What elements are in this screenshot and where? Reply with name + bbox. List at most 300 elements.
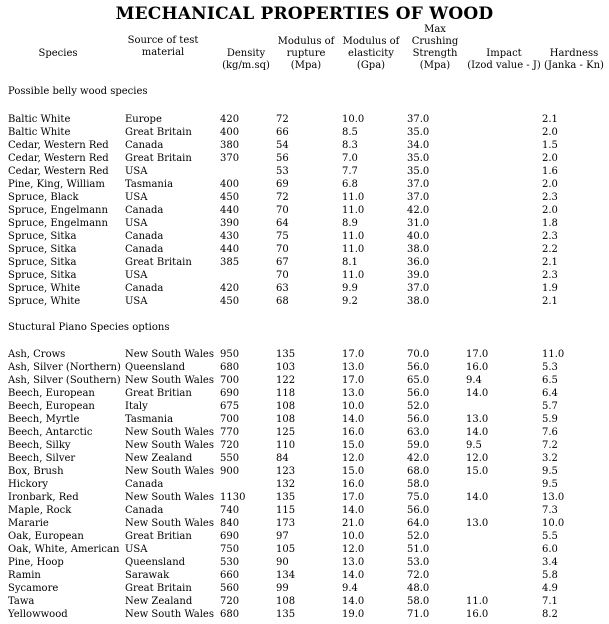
- table-cell: 56: [276, 153, 289, 164]
- table-row: [0, 478, 609, 491]
- table-cell: Ash, Silver (Northern): [8, 362, 121, 373]
- table-cell: 680: [220, 362, 240, 373]
- table-cell: 51.0: [407, 544, 430, 555]
- table-cell: 72: [276, 114, 289, 125]
- table-cell: 56.0: [407, 388, 430, 399]
- table-cell: Great Britain: [125, 583, 192, 594]
- table-cell: 2.1: [542, 114, 558, 125]
- table-cell: 63: [276, 283, 289, 294]
- table-cell: 40.0: [407, 231, 430, 242]
- table-cell: USA: [125, 270, 148, 281]
- table-cell: Yellowwood: [8, 609, 68, 620]
- table-cell: 5.9: [542, 414, 558, 425]
- table-cell: 14.0: [466, 388, 489, 399]
- table-cell: 84: [276, 453, 289, 464]
- table-row: [0, 387, 609, 400]
- table-row: [0, 543, 609, 556]
- table-cell: 31.0: [407, 218, 430, 229]
- table-cell: 37.0: [407, 283, 430, 294]
- table-cell: 400: [220, 179, 240, 190]
- table-row: [0, 361, 609, 374]
- table-cell: 19.0: [342, 609, 365, 620]
- table-cell: 9.4: [342, 583, 358, 594]
- table-cell: 3.4: [542, 557, 558, 568]
- table-row: [0, 348, 609, 361]
- table-row: [0, 465, 609, 478]
- table-cell: 135: [276, 349, 296, 360]
- table-row: [0, 517, 609, 530]
- table-cell: New Zealand: [125, 596, 193, 607]
- table-row: [0, 178, 609, 191]
- table-cell: 7.0: [342, 153, 358, 164]
- header-species: Species: [38, 48, 78, 59]
- table-cell: 14.0: [466, 492, 489, 503]
- table-cell: 2.3: [542, 192, 558, 203]
- table-cell: Baltic White: [8, 114, 71, 125]
- table-cell: 700: [220, 414, 240, 425]
- header-elasticity: Modulus of elasticity (Gpa): [342, 36, 400, 71]
- table-cell: 34.0: [407, 140, 430, 151]
- table-row: [0, 439, 609, 452]
- table-cell: 420: [220, 114, 240, 125]
- table-cell: 99: [276, 583, 289, 594]
- table-cell: 690: [220, 531, 240, 542]
- table-cell: Europe: [125, 114, 162, 125]
- table-cell: 950: [220, 349, 240, 360]
- table-cell: Beech, European: [8, 401, 95, 412]
- table-cell: 66: [276, 127, 289, 138]
- table-cell: Italy: [125, 401, 148, 412]
- table-cell: 5.7: [542, 401, 558, 412]
- table-cell: 14.0: [342, 570, 365, 581]
- table-cell: Beech, Silver: [8, 453, 76, 464]
- table-cell: Spruce, Engelmann: [8, 205, 108, 216]
- table-cell: 17.0: [342, 375, 365, 386]
- table-cell: 56.0: [407, 362, 430, 373]
- table-row: [0, 491, 609, 504]
- table-cell: 42.0: [407, 205, 430, 216]
- table-cell: 4.9: [542, 583, 558, 594]
- table-cell: 72.0: [407, 570, 430, 581]
- table-cell: Baltic White: [8, 127, 71, 138]
- table-cell: 1.8: [542, 218, 558, 229]
- table-cell: 8.1: [342, 257, 358, 268]
- table-cell: 680: [220, 609, 240, 620]
- table-cell: Great Britain: [125, 153, 192, 164]
- table-cell: 173: [276, 518, 296, 529]
- table-cell: Tasmania: [125, 179, 174, 190]
- table-cell: 11.0: [342, 205, 365, 216]
- table-row: [0, 230, 609, 243]
- table-cell: 68.0: [407, 466, 430, 477]
- table-cell: 108: [276, 596, 296, 607]
- table-cell: 17.0: [342, 349, 365, 360]
- table-row: [0, 608, 609, 621]
- section-label-structural: Stuctural Piano Species options: [8, 322, 170, 333]
- table-cell: 58.0: [407, 596, 430, 607]
- table-cell: 660: [220, 570, 240, 581]
- header-impact: Impact (Izod value - J): [467, 48, 541, 71]
- table-cell: 15.0: [342, 440, 365, 451]
- table-cell: 15.0: [342, 466, 365, 477]
- table-cell: 103: [276, 362, 296, 373]
- table-cell: Cedar, Western Red: [8, 153, 109, 164]
- table-cell: 12.0: [342, 453, 365, 464]
- table-cell: 12.0: [342, 544, 365, 555]
- table-cell: 14.0: [342, 414, 365, 425]
- table-cell: 1.9: [542, 283, 558, 294]
- table-cell: 16.0: [342, 479, 365, 490]
- table-cell: Beech, Silky: [8, 440, 71, 451]
- table-cell: 690: [220, 388, 240, 399]
- table-cell: 17.0: [342, 492, 365, 503]
- table-cell: 16.0: [342, 427, 365, 438]
- table-cell: 10.0: [342, 531, 365, 542]
- header-crushing: Max Crushing Strength (Mpa): [411, 24, 459, 71]
- table-cell: 11.0: [466, 596, 489, 607]
- table-cell: 7.2: [542, 440, 558, 451]
- table-cell: 16.0: [466, 609, 489, 620]
- table-cell: 2.1: [542, 296, 558, 307]
- table-cell: Ash, Crows: [8, 349, 66, 360]
- table-cell: 8.2: [542, 609, 558, 620]
- table-cell: 38.0: [407, 296, 430, 307]
- table-cell: 2.0: [542, 205, 558, 216]
- table-cell: Ironbark, Red: [8, 492, 79, 503]
- table-row: [0, 113, 609, 126]
- table-cell: New South Wales: [125, 609, 214, 620]
- table-cell: 38.0: [407, 244, 430, 255]
- table-cell: Great Britian: [125, 531, 192, 542]
- table-cell: 36.0: [407, 257, 430, 268]
- table-cell: 108: [276, 414, 296, 425]
- table-cell: 90: [276, 557, 289, 568]
- table-cell: 720: [220, 596, 240, 607]
- table-cell: Mararie: [8, 518, 49, 529]
- table-cell: 134: [276, 570, 296, 581]
- table-cell: Spruce, Engelmann: [8, 218, 108, 229]
- table-cell: USA: [125, 192, 148, 203]
- table-cell: 70.0: [407, 349, 430, 360]
- table-cell: Canada: [125, 479, 164, 490]
- table-cell: 64.0: [407, 518, 430, 529]
- table-row: [0, 126, 609, 139]
- table-cell: 450: [220, 296, 240, 307]
- table-cell: 35.0: [407, 127, 430, 138]
- table-cell: New South Wales: [125, 466, 214, 477]
- table-cell: 550: [220, 453, 240, 464]
- table-cell: Canada: [125, 231, 164, 242]
- table-cell: 115: [276, 505, 296, 516]
- table-cell: 35.0: [407, 166, 430, 177]
- table-cell: 122: [276, 375, 296, 386]
- table-cell: 125: [276, 427, 296, 438]
- table-cell: 8.3: [342, 140, 358, 151]
- table-cell: 42.0: [407, 453, 430, 464]
- table-cell: 70: [276, 244, 289, 255]
- table-cell: 108: [276, 401, 296, 412]
- table-row: [0, 282, 609, 295]
- table-cell: 7.7: [342, 166, 358, 177]
- table-row: [0, 243, 609, 256]
- table-cell: 15.0: [466, 466, 489, 477]
- table-cell: 37.0: [407, 179, 430, 190]
- table-cell: 14.0: [342, 505, 365, 516]
- table-cell: Great Britain: [125, 257, 192, 268]
- table-cell: 21.0: [342, 518, 365, 529]
- table-row: [0, 426, 609, 439]
- table-cell: Tasmania: [125, 414, 174, 425]
- table-cell: New South Wales: [125, 427, 214, 438]
- table-cell: 13.0: [542, 492, 565, 503]
- table-row: [0, 504, 609, 517]
- table-cell: 63.0: [407, 427, 430, 438]
- table-cell: Box, Brush: [8, 466, 64, 477]
- table-cell: 11.0: [342, 270, 365, 281]
- table-row: [0, 217, 609, 230]
- table-cell: 39.0: [407, 270, 430, 281]
- header-rupture: Modulus of rupture (Mpa): [277, 36, 335, 71]
- table-cell: New South Wales: [125, 518, 214, 529]
- table-cell: 135: [276, 609, 296, 620]
- table-cell: 380: [220, 140, 240, 151]
- table-cell: 135: [276, 492, 296, 503]
- table-cell: 132: [276, 479, 296, 490]
- table-cell: 17.0: [466, 349, 489, 360]
- table-row: [0, 152, 609, 165]
- table-cell: USA: [125, 218, 148, 229]
- table-cell: 75.0: [407, 492, 430, 503]
- table-cell: 5.3: [542, 362, 558, 373]
- table-cell: 440: [220, 205, 240, 216]
- table-cell: 8.5: [342, 127, 358, 138]
- table-cell: 5.5: [542, 531, 558, 542]
- table-cell: Oak, White, American: [8, 544, 120, 555]
- table-cell: 65.0: [407, 375, 430, 386]
- table-cell: 68: [276, 296, 289, 307]
- table-cell: 2.0: [542, 179, 558, 190]
- table-cell: Canada: [125, 205, 164, 216]
- table-cell: 6.5: [542, 375, 558, 386]
- table-row: [0, 165, 609, 178]
- table-cell: Great Britain: [125, 127, 192, 138]
- table-cell: Spruce, Sitka: [8, 257, 77, 268]
- table-cell: Beech, Antarctic: [8, 427, 93, 438]
- table-cell: Cedar, Western Red: [8, 140, 109, 151]
- table-cell: 59.0: [407, 440, 430, 451]
- table-cell: 9.5: [542, 466, 558, 477]
- table-cell: 110: [276, 440, 296, 451]
- table-cell: 58.0: [407, 479, 430, 490]
- table-cell: 9.5: [542, 479, 558, 490]
- table-cell: New South Wales: [125, 492, 214, 503]
- table-cell: Queensland: [125, 362, 186, 373]
- table-cell: 56.0: [407, 505, 430, 516]
- table-cell: 560: [220, 583, 240, 594]
- table-cell: 14.0: [342, 596, 365, 607]
- table-cell: 385: [220, 257, 240, 268]
- table-cell: Canada: [125, 505, 164, 516]
- table-row: [0, 452, 609, 465]
- table-cell: Spruce, Sitka: [8, 270, 77, 281]
- table-cell: 740: [220, 505, 240, 516]
- table-cell: 71.0: [407, 609, 430, 620]
- table-cell: 7.3: [542, 505, 558, 516]
- table-cell: 13.0: [342, 388, 365, 399]
- table-cell: 11.0: [342, 192, 365, 203]
- table-cell: 6.8: [342, 179, 358, 190]
- table-cell: New South Wales: [125, 349, 214, 360]
- table-cell: 67: [276, 257, 289, 268]
- table-cell: 2.0: [542, 153, 558, 164]
- section-label-belly: Possible belly wood species: [8, 86, 148, 97]
- table-cell: Queensland: [125, 557, 186, 568]
- table-cell: 12.0: [466, 453, 489, 464]
- table-cell: 70: [276, 205, 289, 216]
- table-row: [0, 530, 609, 543]
- table-cell: 370: [220, 153, 240, 164]
- table-cell: 56.0: [407, 414, 430, 425]
- table-cell: 6.4: [542, 388, 558, 399]
- table-cell: New South Wales: [125, 375, 214, 386]
- page-title: MECHANICAL PROPERTIES OF WOOD: [115, 4, 494, 24]
- table-cell: 2.3: [542, 270, 558, 281]
- table-row: [0, 582, 609, 595]
- table-cell: 8.9: [342, 218, 358, 229]
- table-cell: 2.1: [542, 257, 558, 268]
- table-cell: Spruce, White: [8, 283, 81, 294]
- table-cell: 9.2: [342, 296, 358, 307]
- table-cell: 52.0: [407, 531, 430, 542]
- table-cell: Hickory: [8, 479, 49, 490]
- table-cell: Pine, Hoop: [8, 557, 64, 568]
- table-cell: 75: [276, 231, 289, 242]
- table-cell: 52.0: [407, 401, 430, 412]
- table-cell: 14.0: [466, 427, 489, 438]
- table-cell: USA: [125, 544, 148, 555]
- table-cell: Sycamore: [8, 583, 59, 594]
- table-cell: 430: [220, 231, 240, 242]
- table-cell: 11.0: [542, 349, 565, 360]
- table-cell: Maple, Rock: [8, 505, 72, 516]
- table-cell: 97: [276, 531, 289, 542]
- header-density: Density (kg/m.sq): [222, 48, 270, 71]
- table-cell: 7.1: [542, 596, 558, 607]
- table-cell: 3.2: [542, 453, 558, 464]
- table-cell: 1130: [220, 492, 246, 503]
- table-cell: 13.0: [466, 414, 489, 425]
- table-cell: 1.6: [542, 166, 558, 177]
- table-row: [0, 204, 609, 217]
- table-cell: Great Britian: [125, 388, 192, 399]
- table-cell: 1.5: [542, 140, 558, 151]
- table-row: [0, 374, 609, 387]
- table-cell: 37.0: [407, 114, 430, 125]
- table-cell: 6.0: [542, 544, 558, 555]
- table-cell: 2.3: [542, 231, 558, 242]
- table-cell: 35.0: [407, 153, 430, 164]
- table-row: [0, 413, 609, 426]
- table-cell: 72: [276, 192, 289, 203]
- table-cell: 70: [276, 270, 289, 281]
- table-cell: 53: [276, 166, 289, 177]
- table-cell: 10.0: [342, 114, 365, 125]
- table-cell: Canada: [125, 244, 164, 255]
- table-row: [0, 295, 609, 308]
- table-cell: 48.0: [407, 583, 430, 594]
- table-cell: 675: [220, 401, 240, 412]
- table-cell: 420: [220, 283, 240, 294]
- table-cell: 840: [220, 518, 240, 529]
- table-cell: Ash, Silver (Southern): [8, 375, 121, 386]
- table-cell: Pine, King, William: [8, 179, 105, 190]
- table-cell: 9.5: [466, 440, 482, 451]
- header-hardness: Hardness (Janka - Kn): [544, 48, 604, 71]
- table-cell: 7.6: [542, 427, 558, 438]
- table-cell: Spruce, White: [8, 296, 81, 307]
- table-row: [0, 556, 609, 569]
- table-cell: Spruce, Sitka: [8, 231, 77, 242]
- table-cell: 770: [220, 427, 240, 438]
- table-cell: Oak, European: [8, 531, 84, 542]
- table-cell: 9.9: [342, 283, 358, 294]
- header-source: Source of test material: [127, 35, 199, 58]
- table-cell: Tawa: [8, 596, 35, 607]
- table-cell: 700: [220, 375, 240, 386]
- table-row: [0, 595, 609, 608]
- table-cell: 37.0: [407, 192, 430, 203]
- table-cell: USA: [125, 166, 148, 177]
- table-cell: 105: [276, 544, 296, 555]
- table-cell: 11.0: [342, 244, 365, 255]
- table-cell: 390: [220, 218, 240, 229]
- table-cell: New Zealand: [125, 453, 193, 464]
- table-cell: 64: [276, 218, 289, 229]
- table-cell: 9.4: [466, 375, 482, 386]
- table-cell: 530: [220, 557, 240, 568]
- table-cell: 900: [220, 466, 240, 477]
- table-cell: Sarawak: [125, 570, 170, 581]
- table-cell: 450: [220, 192, 240, 203]
- table-row: [0, 256, 609, 269]
- table-cell: Beech, Myrtle: [8, 414, 80, 425]
- table-row: [0, 269, 609, 282]
- table-cell: 10.0: [542, 518, 565, 529]
- table-cell: USA: [125, 296, 148, 307]
- table-cell: 13.0: [342, 362, 365, 373]
- table-cell: 123: [276, 466, 296, 477]
- table-cell: 11.0: [342, 231, 365, 242]
- table-cell: 54: [276, 140, 289, 151]
- table-cell: Canada: [125, 283, 164, 294]
- table-cell: 400: [220, 127, 240, 138]
- table-cell: 10.0: [342, 401, 365, 412]
- table-row: [0, 139, 609, 152]
- table-row: [0, 569, 609, 582]
- table-cell: 2.2: [542, 244, 558, 255]
- table-cell: 69: [276, 179, 289, 190]
- table-cell: 118: [276, 388, 296, 399]
- table-cell: Beech, European: [8, 388, 95, 399]
- table-cell: New South Wales: [125, 440, 214, 451]
- table-cell: 53.0: [407, 557, 430, 568]
- table-cell: Canada: [125, 140, 164, 151]
- table-row: [0, 191, 609, 204]
- table-cell: 440: [220, 244, 240, 255]
- table-cell: 2.0: [542, 127, 558, 138]
- table-cell: 13.0: [466, 518, 489, 529]
- table-cell: Spruce, Black: [8, 192, 79, 203]
